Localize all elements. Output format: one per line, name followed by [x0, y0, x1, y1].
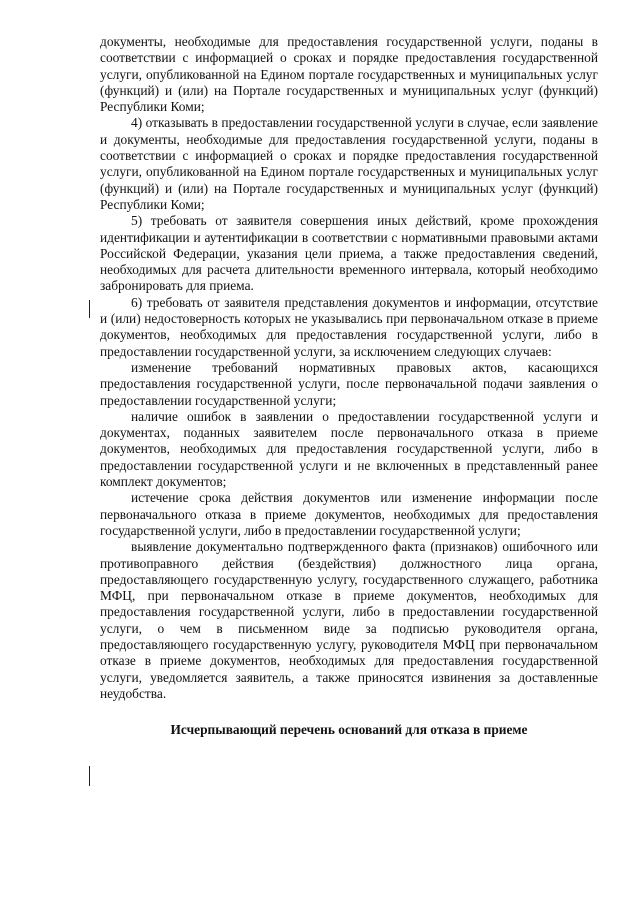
paragraph-continuation: документы, необходимые для предоставления государственной услуги, поданы в соответствии с информацией о сроках и порядке предоставления государственной услуги, опубликованной на Едином портале государственных и муниципальных услуг (функций) и (или) на Портале государственных и муниципальных услуг (функций) Республики Коми;	[100, 34, 598, 115]
paragraph-exception-3: истечение срока действия документов или изменение информации после первоначального отказа в приеме документов, необходимых для предоставления государственной услуги, либо в предоставлении государственной услуги;	[100, 490, 598, 538]
section-heading: Исчерпывающий перечень оснований для отказа в приеме	[170, 722, 528, 738]
paragraph-item-6: 6) требовать от заявителя представления документов и информации, отсутствие и (или) недостоверность которых не указывались при первоначальном отказе в приеме документов, необходимых для предоставления государственной услуги, либо в предоставлении государственной услуги, за исключением следующих случаев:	[100, 294, 598, 359]
margin-change-bar	[89, 766, 90, 786]
paragraph-exception-2: наличие ошибок в заявлении о предоставлении государственной услуги и документах, поданных заявителем после первоначального отказа в приеме документов, необходимых для предоставления государственной услуги, либо в предоставлении государственной услуги и не включенных в представленный ранее комплект документов;	[100, 408, 598, 490]
paragraph-item-4: 4) отказывать в предоставлении государственной услуги в случае, если заявление и документы, необходимые для предоставления государственной услуги, поданы в соответствии с информацией о сроках и порядке предоставления государственной услуги, опубликованной на Едином портале государственных и муниципальных услуг (функций) и (или) на Портале государственных и муниципальных услуг (функций) Республики Коми;	[100, 115, 598, 212]
paragraph-item-5: 5) требовать от заявителя совершения иных действий, кроме прохождения идентификации и аутентификации в соответствии с нормативными правовыми актами Российской Федерации, указания цели приема, а также предоставления сведений, необходимых для расчета длительности временного интервала, который необходимо забронировать для приема.	[100, 213, 598, 294]
document-body	[100, 34, 598, 738]
margin-change-bar	[89, 300, 90, 318]
paragraph-exception-1: изменение требований нормативных правовых актов, касающихся предоставления государственной услуги, после первоначальной подачи заявления о предоставлении государственной услуги;	[100, 359, 598, 408]
paragraph-exception-4: выявление документально подтвержденного факта (признаков) ошибочного или противоправного действия (бездействия) должностного лица органа, предоставляющего государственную услугу, государственного служащего, работника МФЦ, при первоначальном отказе в приеме документов, необходимых для предоставления государственной услуги, либо в предоставлении государственной услуги, о чем в письменном виде за подписью руководителя органа, предоставляющего государственную услугу, руководителя МФЦ при первоначальном отказе в приеме документов, необходимых для предоставления государственной услуги, уведомляется заявитель, а также приносятся извинения за доставленные неудобства.	[100, 539, 598, 701]
